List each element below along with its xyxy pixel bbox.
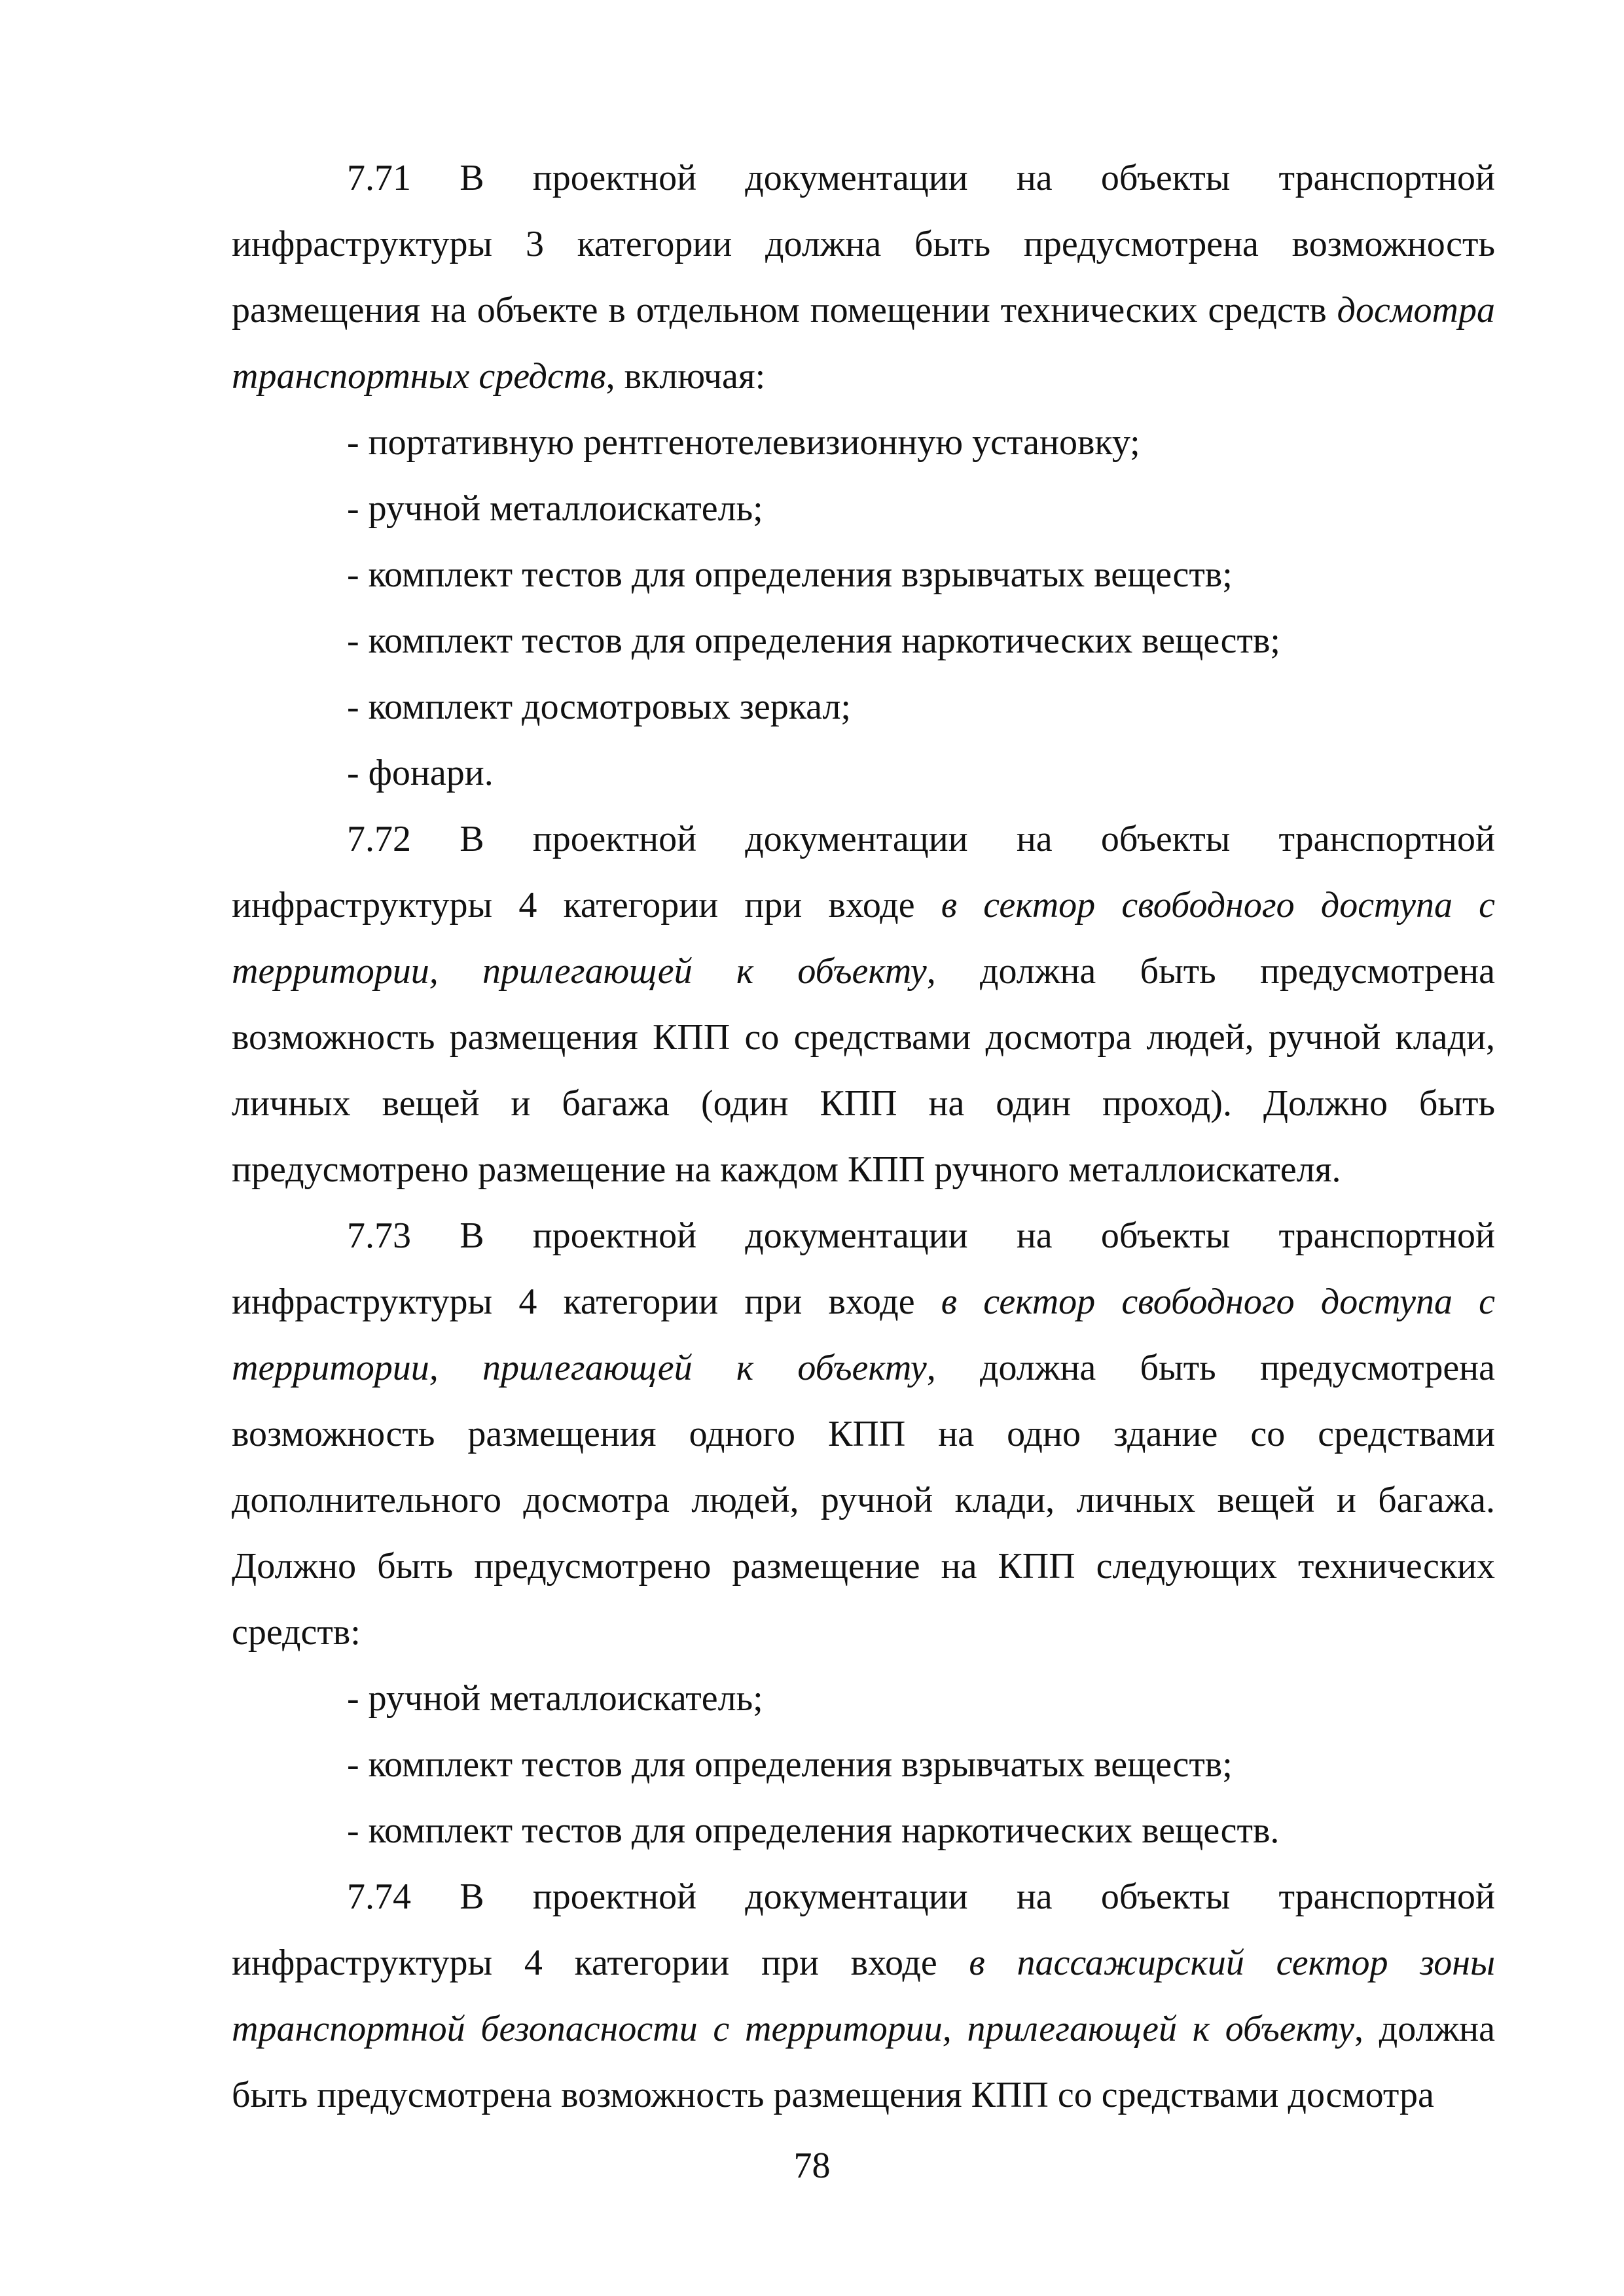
paragraph-text: , должна быть предусмотрена возможность размещения КПП со средствами досмотра xyxy=(232,2009,1495,2115)
list-item: - портативную рентгенотелевизионную установку; xyxy=(347,422,1140,463)
list-item: - комплект тестов для определения наркотических веществ. xyxy=(347,1810,1280,1851)
paragraph-text: , должна быть предусмотрена возможность размещения одного КПП на одно здание со средствами дополнительного досмотра людей, ручной клади, личных вещей и багажа. Должно быть предусмотрено размещение на КПП следующих технических средств: xyxy=(232,1348,1495,1653)
paragraph-text: 7.74 В проектной документации на объекты транспортной инфраструктуры 4 категории при входе xyxy=(232,1876,1495,1983)
document-body xyxy=(232,145,1495,2128)
list-item: - ручной металлоискатель; xyxy=(347,1678,763,1719)
paragraph-italic-text: досмотра транспортных средств xyxy=(232,290,1495,397)
paragraph-text: 7.72 В проектной документации на объекты транспортной инфраструктуры 4 категории при входе xyxy=(232,819,1495,925)
list-item: - ручной металлоискатель; xyxy=(347,488,763,529)
list-item: - комплект досмотровых зеркал; xyxy=(347,687,851,727)
paragraph-7-72 xyxy=(232,806,1495,1203)
paragraph-italic-text: в сектор свободного доступа с территории, прилегающей к объекту xyxy=(232,1282,1496,1388)
paragraph-text: , должна быть предусмотрена возможность размещения КПП со средствами досмотра людей, ручной клади, личных вещей и багажа (один КПП на один проход). Должно быть предусмотрено размещение на каждом КПП ручного металлоискателя. xyxy=(232,951,1495,1190)
list-item: - комплект тестов для определения взрывчатых веществ; xyxy=(347,1744,1233,1785)
paragraph-italic-text: в сектор свободного доступа с территории, прилегающей к объекту xyxy=(232,885,1496,992)
paragraph-7-73 xyxy=(232,1203,1495,1666)
paragraph-italic-text: в пассажирский сектор зоны транспортной безопасности с территории, прилегающей к объекту xyxy=(232,1943,1496,2049)
paragraph-7-74 xyxy=(232,1864,1495,2128)
paragraph-7-71 xyxy=(232,145,1495,410)
paragraph-text: 7.71 В проектной документации на объекты транспортной инфраструктуры 3 категории должна быть предусмотрена возможность размещения на объекте в отдельном помещении технических средств xyxy=(232,158,1495,331)
paragraph-text: , включая: xyxy=(605,356,766,397)
page-number: 78 xyxy=(793,2145,831,2186)
list-item: - фонари. xyxy=(347,753,494,793)
list-item: - комплект тестов для определения наркотических веществ; xyxy=(347,620,1280,661)
list-item: - комплект тестов для определения взрывчатых веществ; xyxy=(347,554,1233,595)
paragraph-text: 7.73 В проектной документации на объекты транспортной инфраструктуры 4 категории при входе xyxy=(232,1215,1495,1322)
